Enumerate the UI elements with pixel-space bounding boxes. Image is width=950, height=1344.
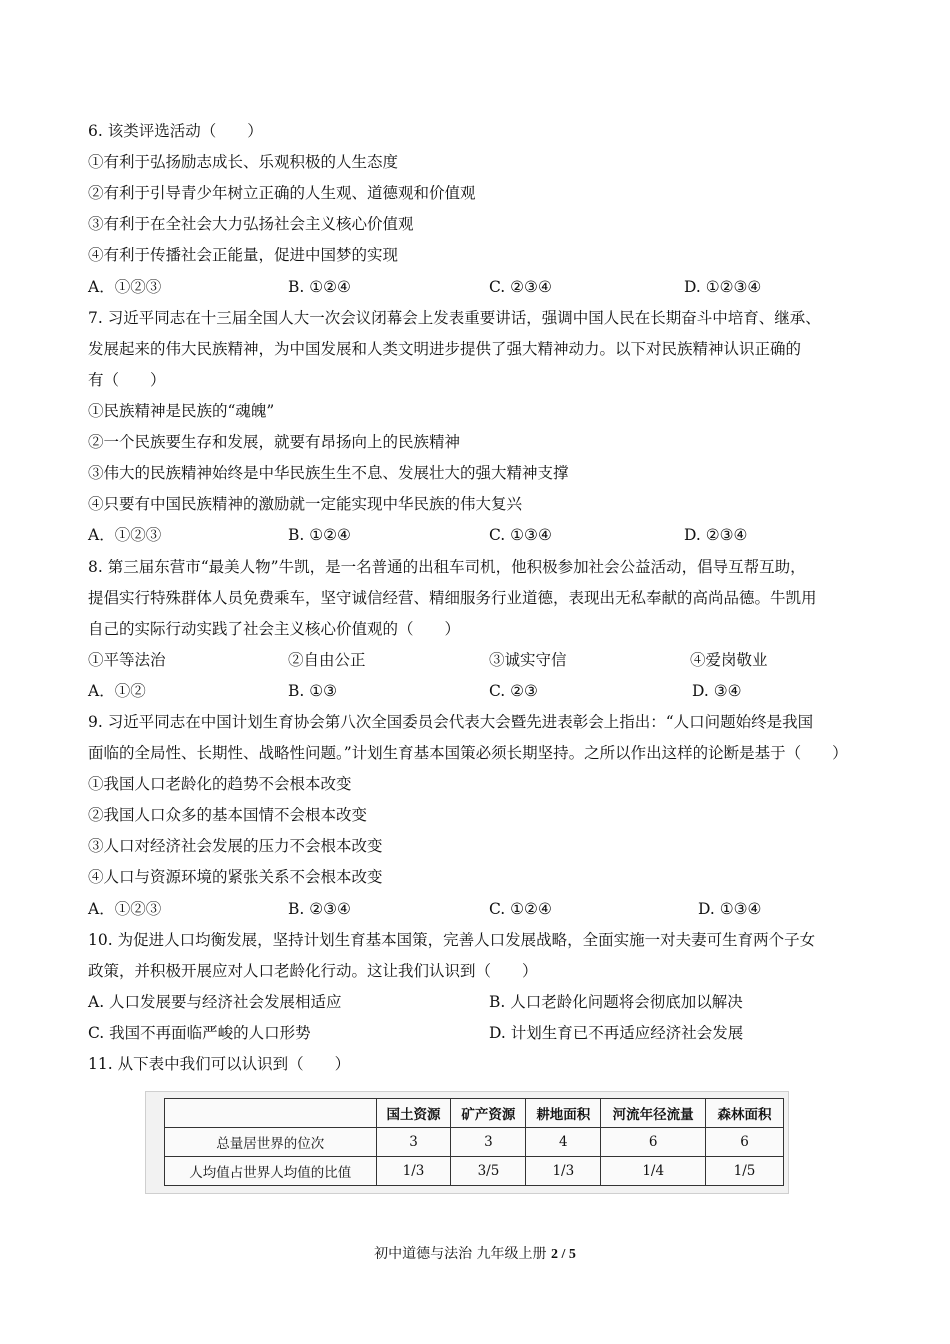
table-header-cell: 国土资源 bbox=[376, 1099, 451, 1128]
q6-option-b: B. ①②④ bbox=[288, 278, 351, 296]
q7-item-4: ④只要有中国民族精神的激励就一定能实现中华民族的伟大复兴 bbox=[88, 495, 523, 513]
q7-option-b: B. ①②④ bbox=[288, 526, 351, 544]
table-cell: 1/3 bbox=[526, 1157, 601, 1186]
q8-option-a: A．①② bbox=[88, 682, 146, 700]
table-row bbox=[165, 1157, 784, 1186]
q8-option-b: B. ①③ bbox=[288, 682, 338, 700]
q9-item-4: ④人口与资源环境的紧张关系不会根本改变 bbox=[88, 868, 383, 886]
q6-option-d: D. ①②③④ bbox=[684, 278, 762, 296]
q7-option-d: D. ②③④ bbox=[684, 526, 748, 544]
q11-table-image bbox=[145, 1091, 789, 1194]
q9-item-1: ①我国人口老龄化的趋势不会根本改变 bbox=[88, 775, 352, 793]
q9-option-c: C. ①②④ bbox=[489, 900, 552, 918]
footer-title: 初中道德与法治 九年级上册 bbox=[374, 1246, 551, 1262]
q7-option-a: A．①②③ bbox=[88, 526, 162, 544]
q9-item-3: ③人口对经济社会发展的压力不会根本改变 bbox=[88, 837, 383, 855]
table-cell: 6 bbox=[601, 1128, 706, 1157]
q6-option-c: C. ②③④ bbox=[489, 278, 552, 296]
q9-option-a: A．①②③ bbox=[88, 900, 162, 918]
q7-stem-line-1: 7. 习近平同志在十三届全国人大一次会议闭幕会上发表重要讲话，强调中国人民在长期奋斗中培育、继承、 bbox=[88, 309, 821, 327]
table-header-cell bbox=[165, 1099, 377, 1128]
table-header-cell: 耕地面积 bbox=[526, 1099, 601, 1128]
q10-option-c: C. 我国不再面临严峻的人口形势 bbox=[88, 1024, 311, 1042]
q8-item-2: ②自由公正 bbox=[288, 651, 366, 669]
q8-item-4: ④爱岗敬业 bbox=[690, 651, 768, 669]
q7-stem-line-3: 有（ ） bbox=[88, 371, 166, 389]
q8-option-d: D. ③④ bbox=[692, 682, 742, 700]
table-cell: 3 bbox=[451, 1128, 526, 1157]
q8-stem-line-3: 自己的实际行动实践了社会主义核心价值观的（ ） bbox=[88, 620, 461, 638]
q9-item-2: ②我国人口众多的基本国情不会根本改变 bbox=[88, 806, 368, 824]
q8-stem-line-2: 提倡实行特殊群体人员免费乘车，坚守诚信经营、精细服务行业道德，表现出无私奉献的高尚品德。牛凯用 bbox=[88, 589, 817, 607]
q6-item-4: ④有利于传播社会正能量，促进中国梦的实现 bbox=[88, 246, 399, 264]
q7-item-1: ①民族精神是民族的“魂魄” bbox=[88, 402, 275, 420]
table-cell: 3 bbox=[376, 1128, 451, 1157]
table-cell: 1/5 bbox=[706, 1157, 784, 1186]
table-row bbox=[165, 1128, 784, 1157]
table-cell: 1/4 bbox=[601, 1157, 706, 1186]
q7-item-3: ③伟大的民族精神始终是中华民族生生不息、发展壮大的强大精神支撑 bbox=[88, 464, 569, 482]
q11-stem: 11. 从下表中我们可以认识到（ ） bbox=[88, 1055, 351, 1073]
q8-option-c: C. ②③ bbox=[489, 682, 538, 700]
q10-stem-line-2: 政策，并积极开展应对人口老龄化行动。这让我们认识到（ ） bbox=[88, 962, 538, 980]
q7-option-c: C. ①③④ bbox=[489, 526, 552, 544]
q8-stem-line-1: 8. 第三届东营市“最美人物”牛凯，是一名普通的出租车司机，他积极参加社会公益活动，倡导互帮互助， bbox=[88, 558, 806, 576]
table-cell: 3/5 bbox=[451, 1157, 526, 1186]
table-header-row bbox=[165, 1099, 784, 1128]
q9-stem-line-2: 面临的全局性、长期性、战略性问题。”计划生育基本国策必须长期坚持。之所以作出这样的论断是基于（ ） bbox=[88, 744, 848, 762]
q9-option-d: D. ①③④ bbox=[698, 900, 762, 918]
table-row-label: 人均值占世界人均值的比值 bbox=[165, 1157, 377, 1186]
table-header-cell: 矿产资源 bbox=[451, 1099, 526, 1128]
q8-item-1: ①平等法治 bbox=[88, 651, 166, 669]
table-cell: 6 bbox=[706, 1128, 784, 1157]
table-header-cell: 森林面积 bbox=[706, 1099, 784, 1128]
q10-option-b: B. 人口老龄化问题将会彻底加以解决 bbox=[489, 993, 743, 1011]
q10-option-d: D. 计划生育已不再适应经济社会发展 bbox=[489, 1024, 744, 1042]
q6-item-2: ②有利于引导青少年树立正确的人生观、道德观和价值观 bbox=[88, 184, 476, 202]
q9-option-b: B. ②③④ bbox=[288, 900, 351, 918]
table-cell: 1/3 bbox=[376, 1157, 451, 1186]
q10-option-a: A. 人口发展要与经济社会发展相适应 bbox=[88, 993, 342, 1011]
table-header-cell: 河流年径流量 bbox=[601, 1099, 706, 1128]
q7-stem-line-2: 发展起来的伟大民族精神，为中国发展和人类文明进步提供了强大精神动力。以下对民族精神认识正确的 bbox=[88, 340, 802, 358]
q10-stem-line-1: 10. 为促进人口均衡发展，坚持计划生育基本国策，完善人口发展战略，全面实施一对夫妻可生育两个子女 bbox=[88, 931, 816, 949]
table-cell: 4 bbox=[526, 1128, 601, 1157]
q8-item-3: ③诚实守信 bbox=[489, 651, 567, 669]
q6-item-1: ①有利于弘扬励志成长、乐观积极的人生态度 bbox=[88, 153, 399, 171]
page-number: 2 / 5 bbox=[551, 1247, 576, 1262]
table-row-label: 总量居世界的位次 bbox=[165, 1128, 377, 1157]
q11-data-table bbox=[164, 1098, 784, 1186]
q7-item-2: ②一个民族要生存和发展，就要有昂扬向上的民族精神 bbox=[88, 433, 461, 451]
q9-stem-line-1: 9. 习近平同志在中国计划生育协会第八次全国委员会代表大会暨先进表彰会上指出：“人口问题始终是我国 bbox=[88, 713, 814, 731]
q6-item-3: ③有利于在全社会大力弘扬社会主义核心价值观 bbox=[88, 215, 414, 233]
q6-option-a: A．①②③ bbox=[88, 278, 162, 296]
page-footer bbox=[0, 1245, 950, 1264]
q6-stem: 6. 该类评选活动（ ） bbox=[88, 122, 263, 140]
